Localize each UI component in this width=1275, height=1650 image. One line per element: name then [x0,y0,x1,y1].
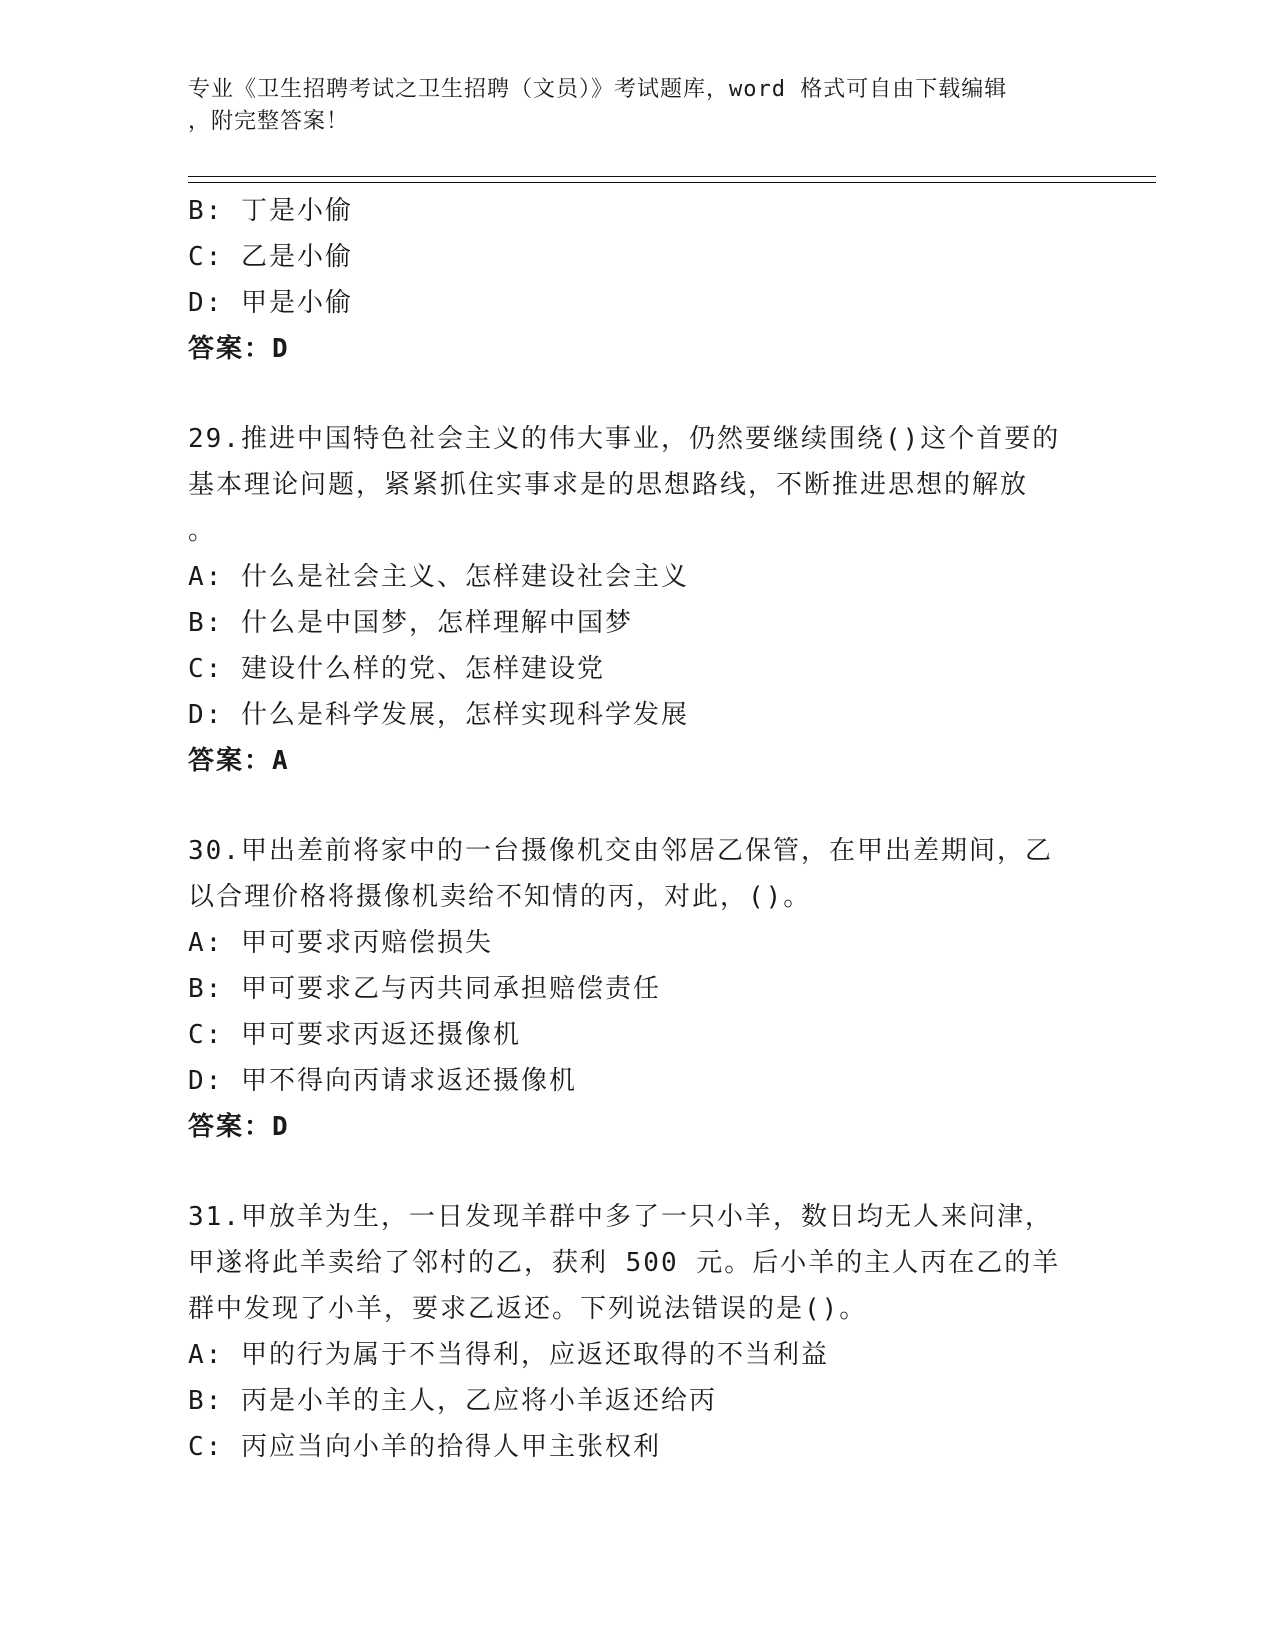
option-b: B: 丁是小偷 [188,196,353,226]
question-30 [188,828,1108,1150]
question-stem-line: 群中发现了小羊，要求乙返还。下列说法错误的是()。 [188,1294,868,1324]
option-d: D: 什么是科学发展，怎样实现科学发展 [188,700,689,730]
answer: 答案：A [188,746,290,776]
option-b: B: 甲可要求乙与丙共同承担赔偿责任 [188,974,661,1004]
question-31 [188,1194,1108,1470]
question-stem-line: 甲遂将此羊卖给了邻村的乙，获利 500 元。后小羊的主人丙在乙的羊 [188,1248,1061,1278]
question-stem-line: 基本理论问题，紧紧抓住实事求是的思想路线，不断推进思想的解放 [188,470,1029,500]
question-29 [188,416,1108,784]
option-d: D: 甲是小偷 [188,288,353,318]
option-a: A: 甲的行为属于不当得利，应返还取得的不当利益 [188,1340,829,1370]
question-stem-line: 30.甲出差前将家中的一台摄像机交由邻居乙保管，在甲出差期间，乙 [188,836,1053,866]
answer: 答案：D [188,1112,290,1142]
option-a: A: 什么是社会主义、怎样建设社会主义 [188,562,689,592]
option-b: B: 什么是中国梦，怎样理解中国梦 [188,608,633,638]
option-d: D: 甲不得向丙请求返还摄像机 [188,1066,577,1096]
option-c: C: 甲可要求丙返还摄像机 [188,1020,521,1050]
option-b: B: 丙是小羊的主人，乙应将小羊返还给丙 [188,1386,717,1416]
question-content [188,188,1108,1470]
answer: 答案：D [188,334,290,364]
question-stem-line: 31.甲放羊为生，一日发现羊群中多了一只小羊，数日均无人来问津， [188,1202,1053,1232]
header-line-2: ，附完整答案！ [188,109,350,134]
question-stem-line: 以合理价格将摄像机卖给不知情的丙，对此，()。 [188,882,812,912]
document-header [188,74,1088,138]
header-divider-top [188,176,1156,177]
header-line-1: 专业《卫生招聘考试之卫生招聘（文员）》考试题库，word 格式可自由下载编辑 [188,77,1008,102]
question-stem-line: 。 [188,516,217,546]
header-divider-bottom [188,182,1156,183]
option-c: C: 建设什么样的党、怎样建设党 [188,654,605,684]
question-stem-line: 29.推进中国特色社会主义的伟大事业，仍然要继续围绕()这个首要的 [188,424,1061,454]
option-c: C: 乙是小偷 [188,242,353,272]
option-c: C: 丙应当向小羊的拾得人甲主张权利 [188,1432,661,1462]
option-a: A: 甲可要求丙赔偿损失 [188,928,493,958]
question-28-continued [188,188,1108,372]
